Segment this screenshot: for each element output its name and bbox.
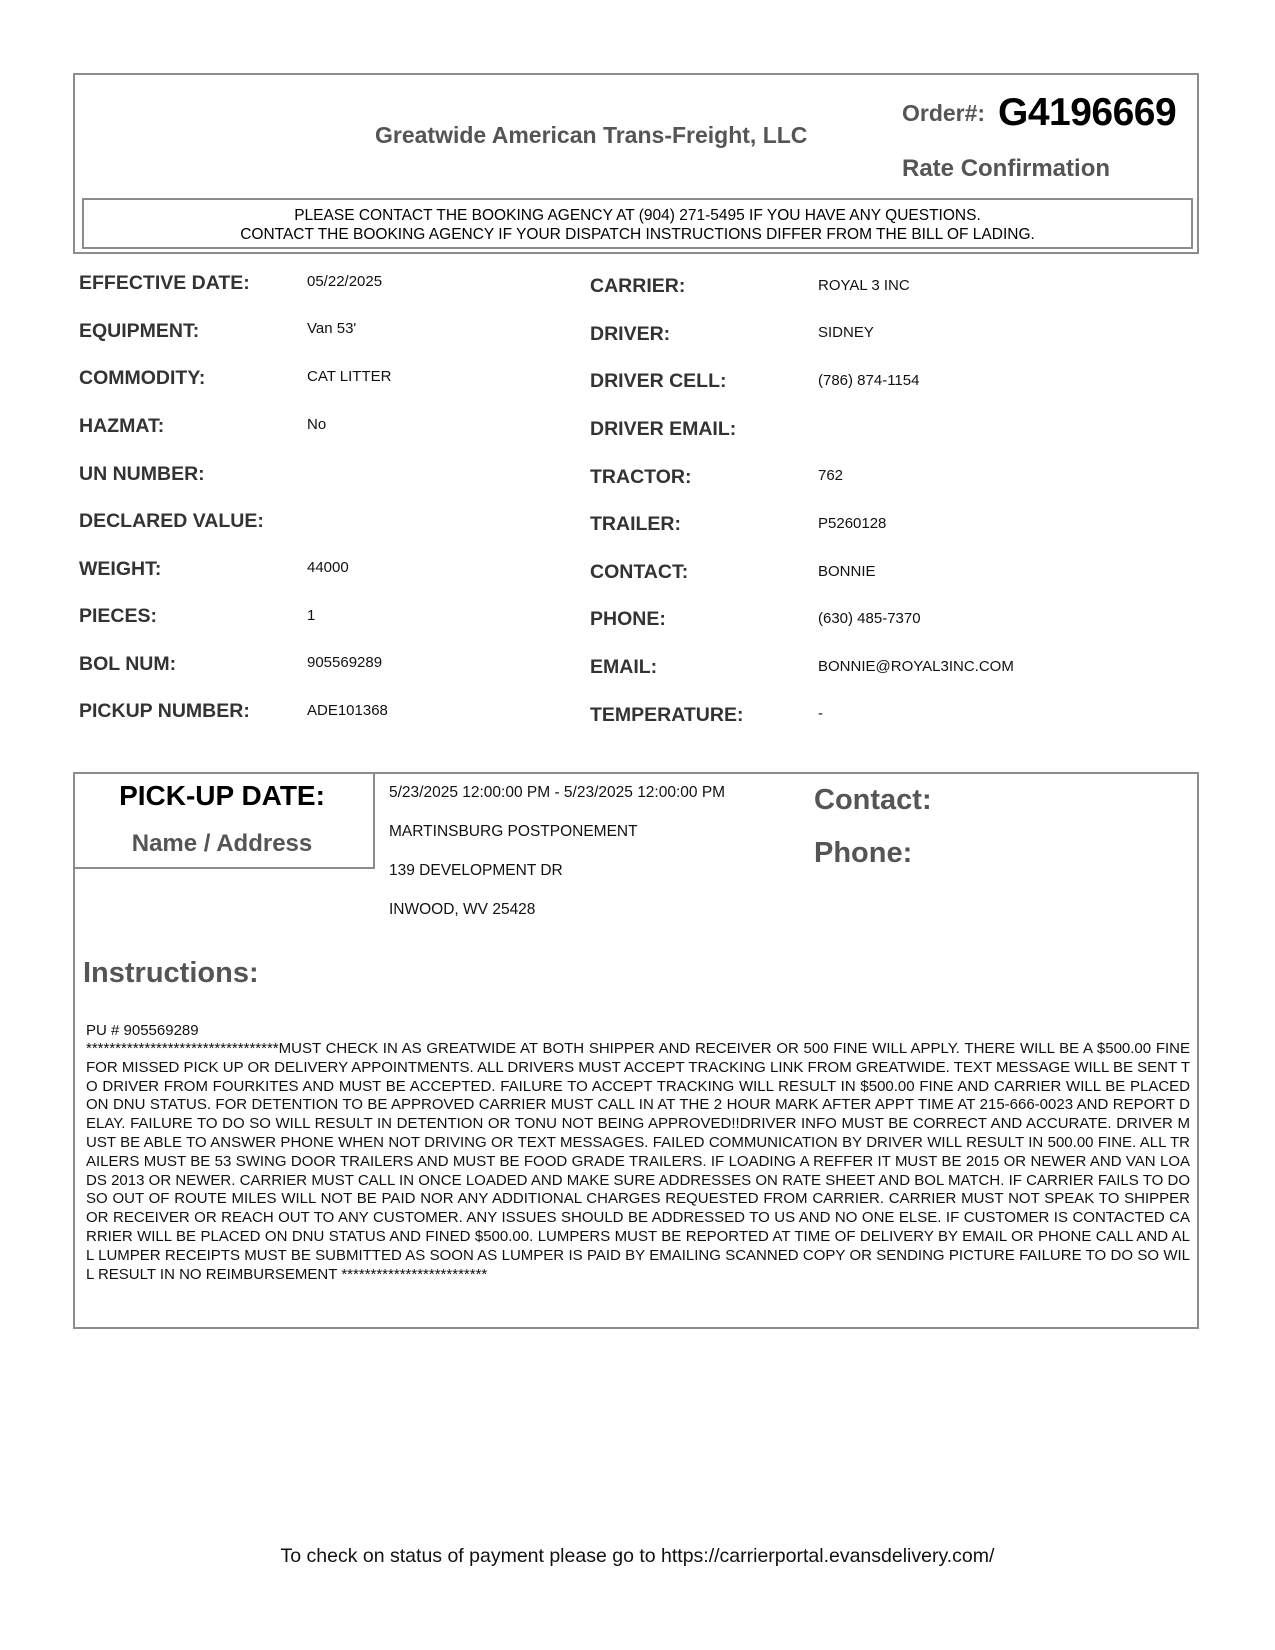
- company-name: Greatwide American Trans-Freight, LLC: [375, 122, 808, 148]
- notice-line-1: PLEASE CONTACT THE BOOKING AGENCY AT (904) 271-5495 IF YOU HAVE ANY QUESTIONS.: [294, 207, 981, 224]
- driver-label: DRIVER:: [590, 323, 671, 345]
- carrier-label: CARRIER:: [590, 275, 686, 297]
- contact-label: CONTACT:: [590, 561, 689, 583]
- order-label: Order#:: [902, 100, 986, 126]
- hazmat-value: No: [307, 416, 327, 433]
- pieces-value: 1: [307, 607, 316, 624]
- pickup-street: 139 DEVELOPMENT DR: [389, 862, 563, 879]
- notice-line-2: CONTACT THE BOOKING AGENCY IF YOUR DISPATCH INSTRUCTIONS DIFFER FROM THE BILL OF LADING.: [240, 226, 1035, 243]
- hazmat-label: HAZMAT:: [79, 415, 165, 437]
- pickup-date-range: 5/23/2025 12:00:00 PM - 5/23/2025 12:00:00 PM: [389, 784, 726, 801]
- driver-email-label: DRIVER EMAIL:: [590, 418, 737, 440]
- weight-label: WEIGHT:: [79, 558, 162, 580]
- pickup-contact-label: Contact:: [814, 784, 932, 816]
- contact-value: BONNIE: [818, 563, 876, 580]
- email-value: BONNIE@ROYAL3INC.COM: [818, 658, 1014, 675]
- driver-cell-label: DRIVER CELL:: [590, 370, 727, 392]
- driver-value: SIDNEY: [818, 324, 874, 341]
- equipment-value: Van 53': [307, 320, 357, 337]
- equipment-label: EQUIPMENT:: [79, 320, 200, 342]
- pickup-phone-label: Phone:: [814, 837, 913, 869]
- pickup-date-title: PICK-UP DATE:: [119, 780, 325, 811]
- driver-cell-value: (786) 874-1154: [818, 372, 920, 389]
- pickup-number-label: PICKUP NUMBER:: [79, 700, 250, 722]
- bol-num-label: BOL NUM:: [79, 653, 177, 675]
- pieces-label: PIECES:: [79, 605, 158, 627]
- temperature-label: TEMPERATURE:: [590, 704, 744, 726]
- trailer-label: TRAILER:: [590, 513, 681, 535]
- tractor-label: TRACTOR:: [590, 466, 692, 488]
- commodity-label: COMMODITY:: [79, 367, 206, 389]
- phone-label: PHONE:: [590, 608, 666, 630]
- declared-value-label: DECLARED VALUE:: [79, 510, 264, 532]
- bol-num-value: 905569289: [307, 654, 383, 671]
- tractor-value: 762: [818, 467, 844, 484]
- carrier-value: ROYAL 3 INC: [818, 277, 910, 294]
- document-title: Rate Confirmation: [902, 155, 1111, 182]
- instructions-text: *********************************MUST CHECK IN AS GREATWIDE AT BOTH SHIPPER AND RECEIVER OR 500 FINE WILL APPLY. THERE WILL BE A $500.00 FINE FOR MISSED PICK UP OR DELIVERY APPOINTMENTS. ALL DRIVERS MUST ACCEPT TRACKING LINK FROM GREATWIDE. TEXT MESSAGE WILL BE SENT TO DRIVER FROM FOURKITES AND MUST BE ACCEPTED. FAILURE TO ACCEPT TRACKING WILL RESULT IN $500.00 FINE AND CARRIER WILL BE PLACED ON DNU STATUS. FOR DETENTION TO BE APPROVED CARRIER MUST CALL IN AT THE 2 HOUR MARK AFTER APPT TIME AT 215-666-0023 AND REPORT DELAY. FAILURE TO DO SO WILL RESULT IN DETENTION OR TONU NOT BEING APPROVED!!DRIVER INFO MUST BE CORRECT AND ACCURATE. DRIVER MUST BE ABLE TO ANSWER PHONE WHEN NOT DRIVING OR TEXT MESSAGES. FAILED COMMUNICATION BY DRIVER WILL RESULT IN 500.00 FINE. ALL TRAILERS MUST BE 53 SWING DOOR TRAILERS AND MUST BE FOOD GRADE TRAILERS. IF LOADING A REFFER IT MUST BE 2015 OR NEWER AND VAN LOADS 2013 OR NEWER. CARRIER MUST CALL IN ONCE LOADED AND MAKE SURE ADDRESSES ON RATE SHEET AND BOL MATCH. IF CARRIER FAILS TO DO SO OUT OF ROUTE MILES WILL NOT BE PAID NOR ANY ADDITIONAL CHARGES REQUESTED FROM CARRIER. CARRIER MUST NOT SPEAK TO SHIPPER OR RECEIVER OR REACH OUT TO ANY CUSTOMER. ANY ISSUES SHOULD BE ADDRESSED TO US AND NO ONE ELSE. IF CUSTOMER IS CONTACTED CARRIER WILL BE PLACED ON DNU STATUS AND FINED $500.00. LUMPERS MUST BE REPORTED AT TIME OF DELIVERY BY EMAIL OR PHONE CALL AND ALL LUMPER RECEIPTS MUST BE SUBMITTED AS SOON AS LUMPER IS PAID BY EMAILING SCANNED COPY OR SENDING PICTURE FAILURE TO DO SO WILL RESULT IN NO REIMBURSEMENT *************************: [86, 1040, 1190, 1283]
- booking-notice: [82, 198, 1193, 249]
- order-number: G4196669: [998, 91, 1177, 134]
- commodity-value: CAT LITTER: [307, 368, 392, 385]
- effective-date-value: 05/22/2025: [307, 273, 383, 290]
- weight-value: 44000: [307, 559, 349, 576]
- email-label: EMAIL:: [590, 656, 658, 678]
- temperature-value: -: [818, 705, 823, 722]
- instructions-reference: PU # 905569289: [86, 1022, 199, 1039]
- name-address-label: Name / Address: [131, 830, 313, 857]
- un-number-label: UN NUMBER:: [79, 463, 205, 485]
- effective-date-label: EFFECTIVE DATE:: [79, 272, 250, 294]
- phone-value: (630) 485-7370: [818, 610, 921, 627]
- pickup-location-name: MARTINSBURG POSTPONEMENT: [389, 823, 638, 840]
- payment-status-footer: To check on status of payment please go to https://carrierportal.evansdelivery.com/: [280, 1545, 995, 1567]
- pickup-city: INWOOD, WV 25428: [389, 901, 536, 918]
- trailer-value: P5260128: [818, 515, 887, 532]
- pickup-number-value: ADE101368: [307, 702, 388, 719]
- instructions-label: Instructions:: [83, 957, 259, 989]
